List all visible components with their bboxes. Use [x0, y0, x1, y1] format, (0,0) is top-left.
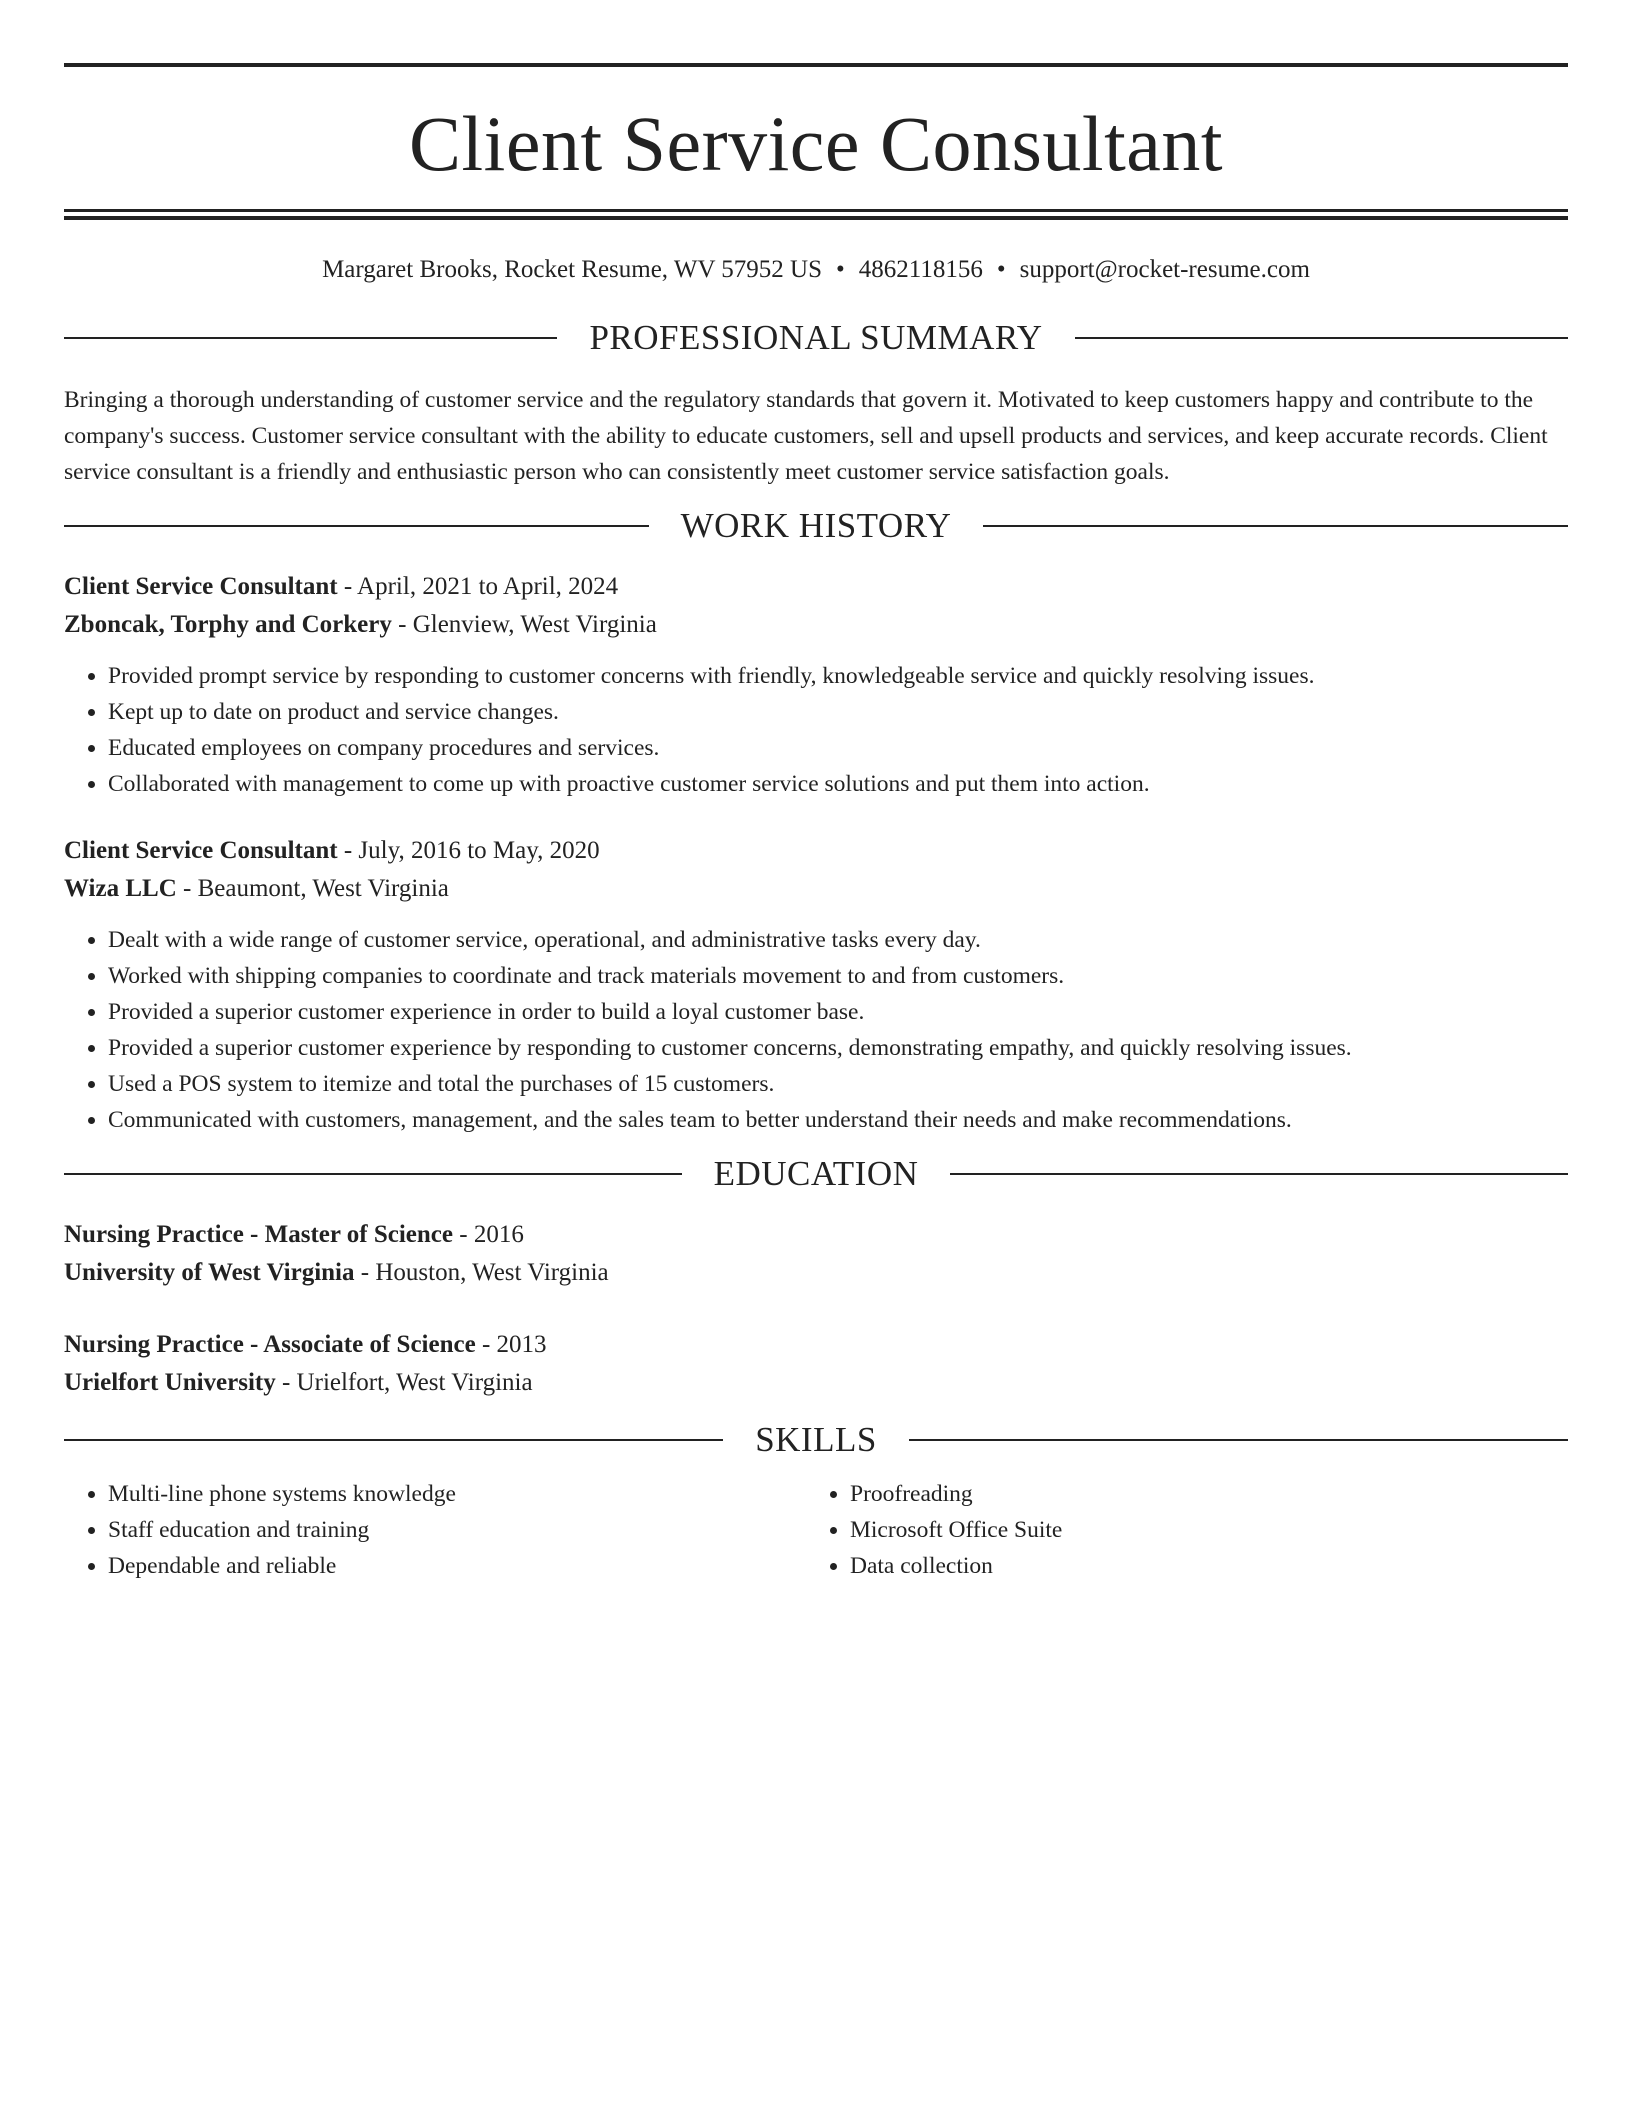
section-title: PROFESSIONAL SUMMARY: [589, 318, 1043, 357]
school-line: [64, 1254, 1568, 1292]
contact-line: [64, 255, 1568, 285]
summary-text: Bringing a thorough understanding of customer service and the regulatory standards that govern it. Motivated to keep customers happy and contribute to the company's success. Customer service consultant with the ability to educate customers, sell and upsell products and services, and keep accurate records. Client service consultant is a friendly and enthusiastic person who can consistently meet customer service satisfaction goals.: [64, 387, 1548, 485]
list-item: • Data collection: [850, 1548, 1548, 1584]
heading-rule-right: [983, 525, 1568, 527]
skills-column-right: [806, 1476, 1548, 1584]
page-title: Client Service Consultant: [408, 100, 1224, 187]
job-bullets: [64, 658, 1568, 802]
list-item: • Used a POS system to itemize and total the purchases of 15 customers.: [108, 1066, 1568, 1102]
list-item: • Communicated with customers, management, and the sales team to better understand their needs and make recommendations.: [108, 1102, 1568, 1138]
work-section-heading: [64, 506, 1568, 546]
list-item: • Collaborated with management to come up with proactive customer service solutions and put them into action.: [108, 766, 1568, 802]
skills-section-heading: [64, 1420, 1568, 1460]
job-title: Client Service Consultant: [64, 573, 338, 600]
list-item: • Dealt with a wide range of customer service, operational, and administrative tasks every day.: [108, 922, 1568, 958]
skills-column-left: [64, 1476, 806, 1584]
list-item: • Provided a superior customer experience by responding to customer concerns, demonstrating empathy, and quickly resolving issues.: [108, 1030, 1568, 1066]
school-name: Urielfort University: [64, 1369, 276, 1396]
list-item: • Staff education and training: [108, 1512, 806, 1548]
list-item: • Proofreading: [850, 1476, 1548, 1512]
education-entry: [64, 1216, 1568, 1292]
resume-page: [64, 0, 1568, 1584]
job-entry: [64, 568, 1568, 802]
contact-phone: 4862118156: [858, 256, 983, 283]
section-title: WORK HISTORY: [680, 506, 952, 545]
job-dates: - April, 2021 to April, 2024: [337, 573, 619, 600]
job-company-line: [64, 606, 1568, 644]
job-company-line: [64, 870, 1568, 908]
job-bullets: [64, 922, 1568, 1138]
job-location: - Beaumont, West Virginia: [176, 875, 449, 902]
heading-rule-left: [64, 1439, 723, 1441]
list-item: • Worked with shipping companies to coordinate and track materials movement to and from customers.: [108, 958, 1568, 994]
school-location: - Urielfort, West Virginia: [275, 1369, 533, 1396]
degree-line: [64, 1326, 1568, 1364]
job-entry: [64, 832, 1568, 1138]
section-title: SKILLS: [755, 1420, 877, 1459]
school-name: University of West Virginia: [64, 1259, 355, 1286]
list-item: • Multi-line phone systems knowledge: [108, 1476, 806, 1512]
heading-rule-left: [64, 525, 649, 527]
school-line: [64, 1364, 1568, 1402]
header-top-rule: [64, 63, 1568, 67]
contact-separator: •: [996, 256, 1006, 283]
job-company: Zboncak, Torphy and Corkery: [64, 611, 392, 638]
job-title: Client Service Consultant: [64, 837, 338, 864]
header-double-rule: [64, 209, 1568, 220]
heading-rule-right: [1075, 337, 1568, 339]
job-title-line: [64, 832, 1568, 870]
heading-rule-left: [64, 337, 557, 339]
summary-section-heading: [64, 318, 1568, 358]
education-section-heading: [64, 1154, 1568, 1194]
list-item: • Kept up to date on product and service changes.: [108, 694, 1568, 730]
heading-rule-left: [64, 1173, 682, 1175]
job-title-line: [64, 568, 1568, 606]
skills-list: [64, 1476, 1568, 1584]
job-company: Wiza LLC: [64, 875, 177, 902]
degree-line: [64, 1216, 1568, 1254]
heading-rule-right: [909, 1439, 1568, 1441]
degree-name: Nursing Practice - Associate of Science: [64, 1331, 476, 1358]
list-item: • Microsoft Office Suite: [850, 1512, 1548, 1548]
school-location: - Houston, West Virginia: [354, 1259, 609, 1286]
degree-name: Nursing Practice - Master of Science: [64, 1221, 453, 1248]
job-dates: - July, 2016 to May, 2020: [337, 837, 600, 864]
degree-year: - 2016: [453, 1221, 524, 1248]
list-item: • Provided a superior customer experience in order to build a loyal customer base.: [108, 994, 1568, 1030]
contact-address: Margaret Brooks, Rocket Resume, WV 57952 US: [322, 256, 823, 283]
job-location: - Glenview, West Virginia: [391, 611, 657, 638]
contact-email: support@rocket-resume.com: [1019, 256, 1310, 283]
list-item: • Dependable and reliable: [108, 1548, 806, 1584]
list-item: • Educated employees on company procedures and services.: [108, 730, 1568, 766]
section-title: EDUCATION: [713, 1154, 919, 1193]
contact-separator: •: [836, 256, 845, 283]
degree-year: - 2013: [475, 1331, 547, 1358]
list-item: • Provided prompt service by responding to customer concerns with friendly, knowledgeable service and quickly resolving issues.: [108, 658, 1568, 694]
education-entry: [64, 1326, 1568, 1402]
heading-rule-right: [950, 1173, 1568, 1175]
